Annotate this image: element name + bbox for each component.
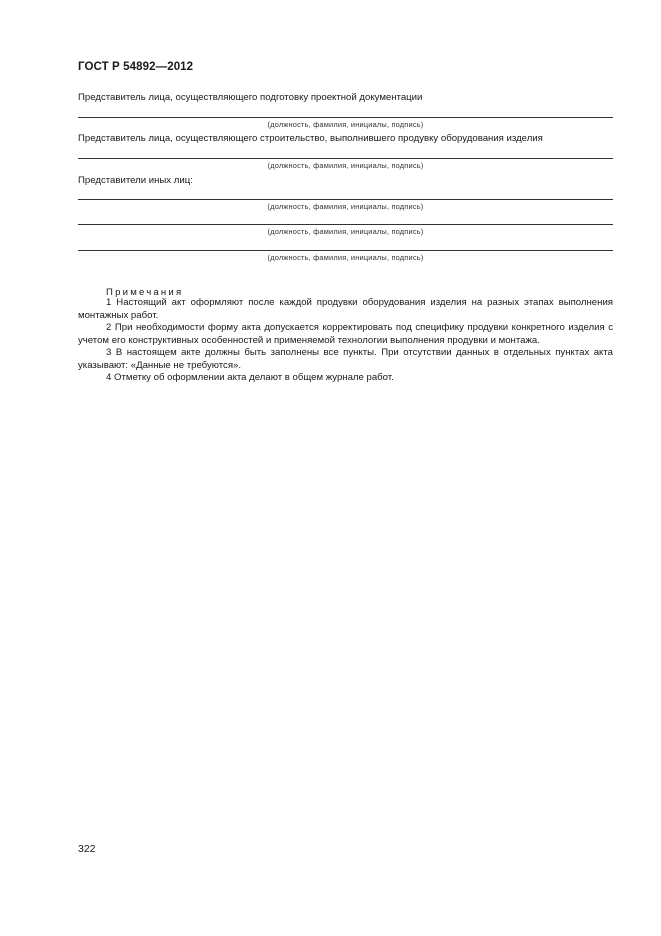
signature-line-others-3 <box>78 250 613 251</box>
signature-line-others-1 <box>78 199 613 200</box>
signature-caption-others-2: (должность, фамилия, инициалы, подпись) <box>267 227 424 236</box>
signature-label-others: Представители иных лиц: <box>78 175 193 186</box>
signature-caption-construction: (должность, фамилия, инициалы, подпись) <box>267 161 424 170</box>
notes-heading: Примечания <box>106 287 184 298</box>
signature-caption-others-3: (должность, фамилия, инициалы, подпись) <box>267 253 424 262</box>
note-item: 3 В настоящем акте должны быть заполнены все пункты. При отсутствии данных в отдельных пунктах акта указывают: «Данные не требуются». <box>78 347 613 371</box>
signature-label-design: Представитель лица, осуществляющего подготовку проектной документации <box>78 92 423 103</box>
note-item: 4 Отметку об оформлении акта делают в общем журнале работ. <box>106 372 394 383</box>
signature-line-design <box>78 117 613 118</box>
note-item: 2 При необходимости форму акта допускается корректировать под специфику продувки конкретного изделия с учетом его конструктивных особенностей и применяемой технологии выполнения продувки и монтажа. <box>78 322 613 346</box>
note-item: 1 Настоящий акт оформляют после каждой продувки оборудования изделия на разных этапах выполнения монтажных работ. <box>78 297 613 321</box>
page-number: 322 <box>78 843 96 855</box>
signature-line-construction <box>78 158 613 159</box>
signature-line-others-2 <box>78 224 613 225</box>
standard-title: ГОСТ Р 54892—2012 <box>78 61 194 73</box>
signature-caption-others-1: (должность, фамилия, инициалы, подпись) <box>267 202 424 211</box>
signature-label-construction: Представитель лица, осуществляющего строительство, выполнившего продувку оборудования изделия <box>78 133 543 144</box>
signature-caption-design: (должность, фамилия, инициалы, подпись) <box>267 120 424 129</box>
